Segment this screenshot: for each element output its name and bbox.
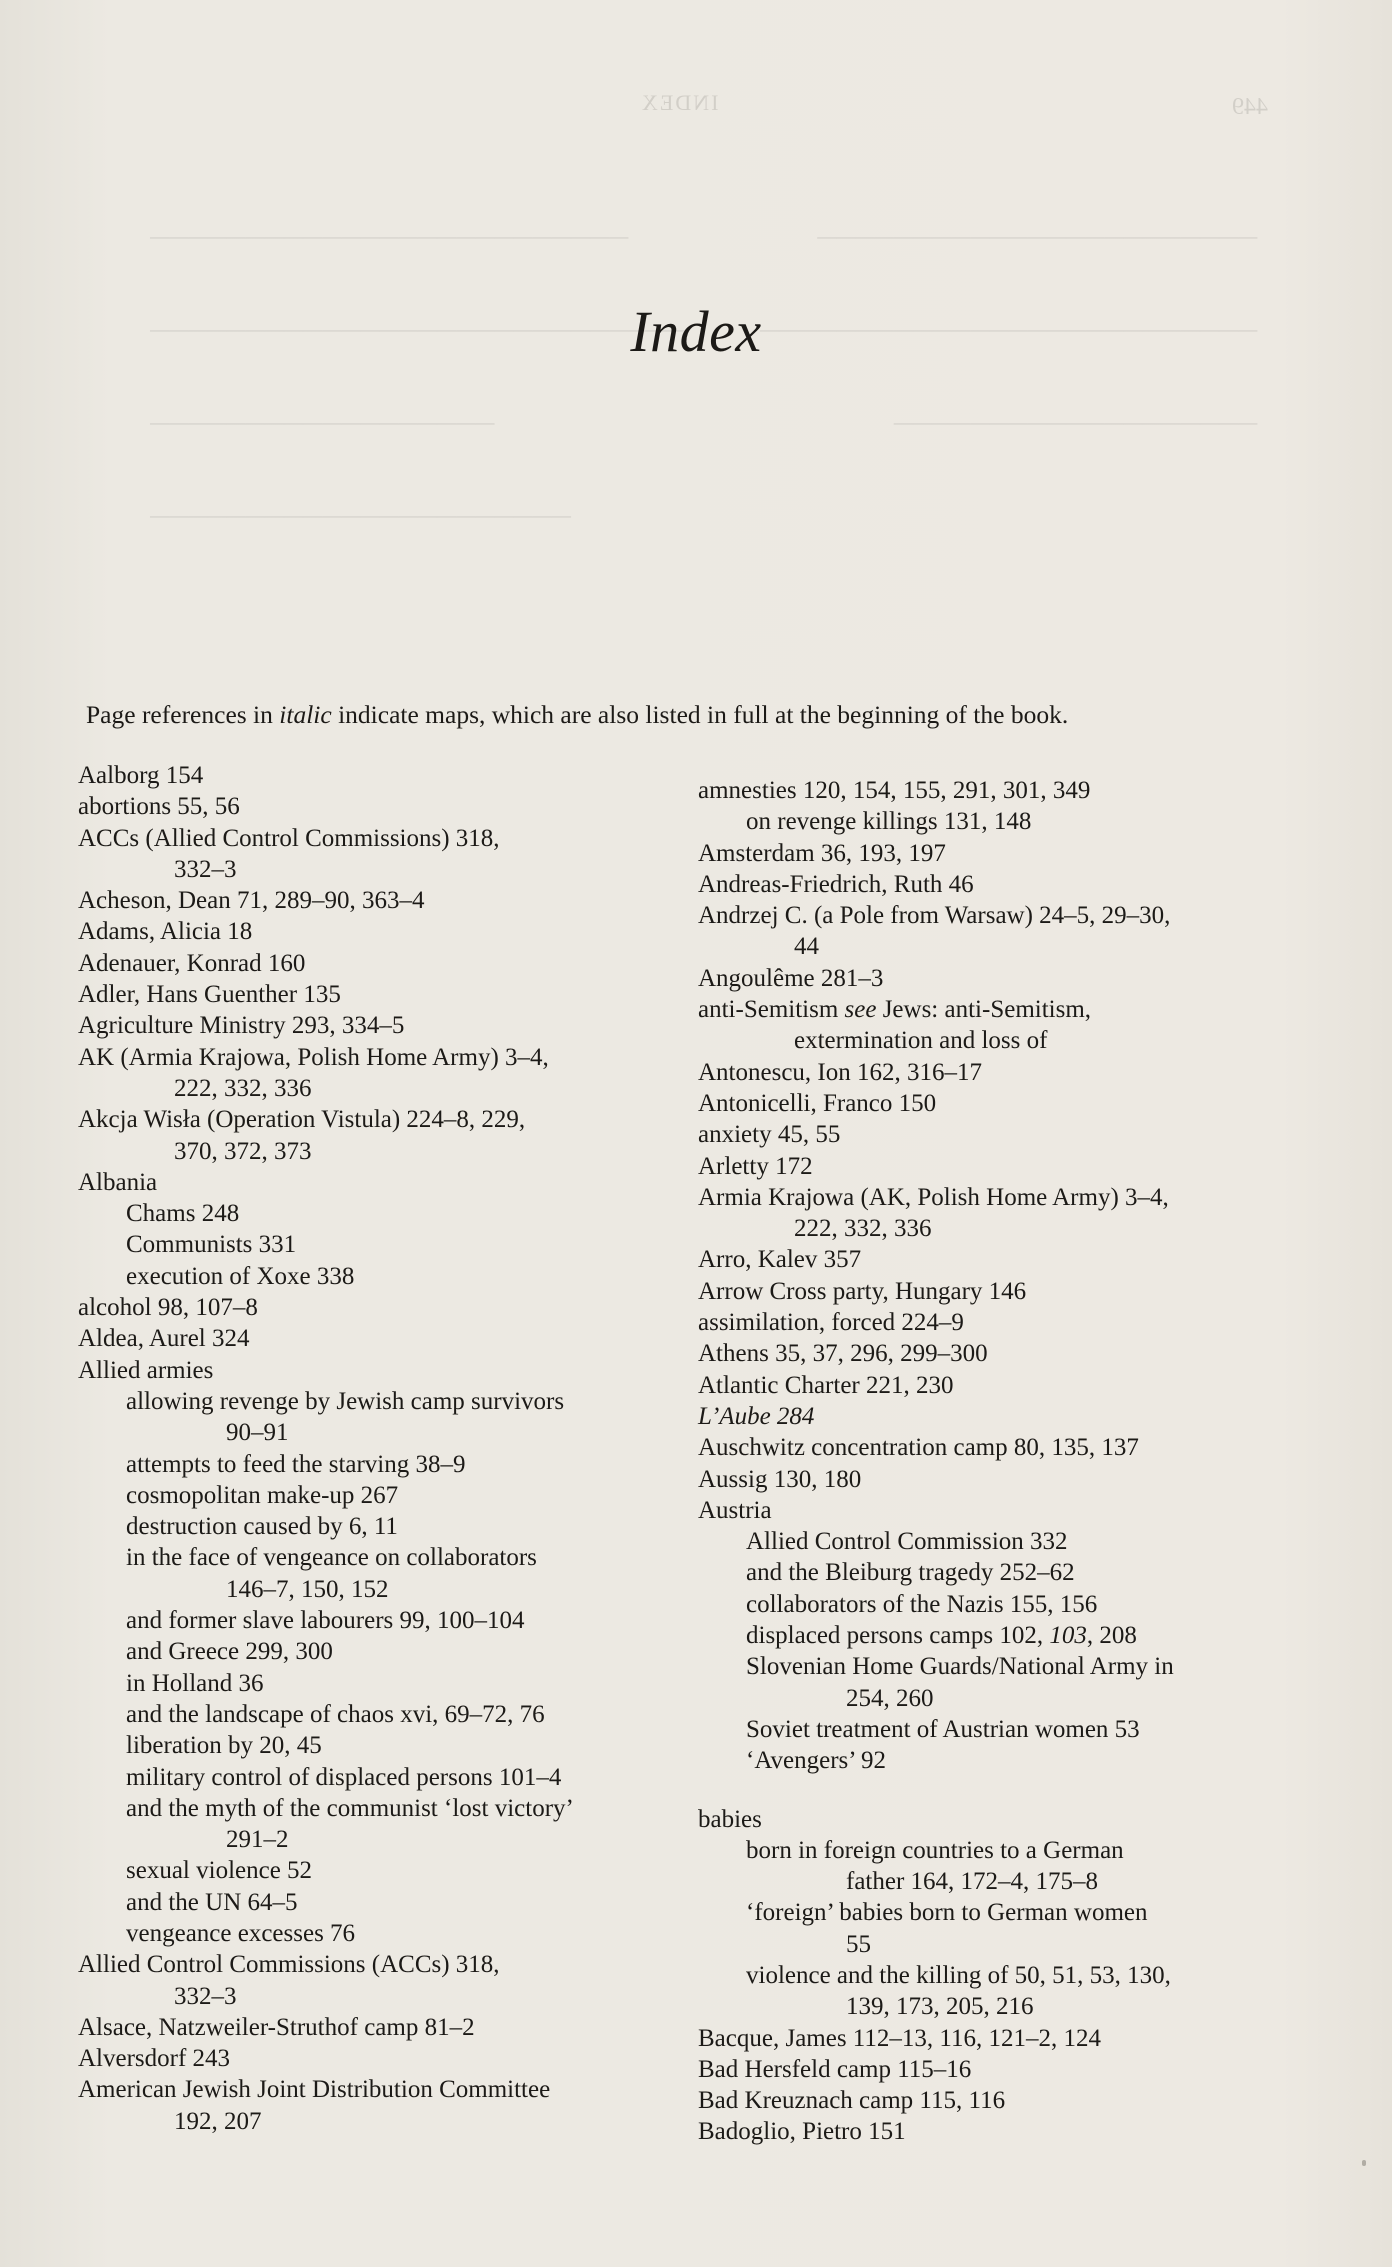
- index-entry: Aalborg 154: [78, 762, 204, 789]
- index-subentry: attempts to feed the starving 38–9: [126, 1450, 466, 1478]
- index-entry: Bad Hersfeld camp 115–16: [698, 2055, 972, 2083]
- index-entry: anti-Semitism see Jews: anti-Semitism,: [698, 996, 1092, 1024]
- index-subentry-continuation: 254, 260: [846, 1684, 934, 1712]
- index-subentry: on revenge killings 131, 148: [746, 808, 1032, 836]
- index-entry: Arrow Cross party, Hungary 146: [698, 1277, 1027, 1305]
- index-subentry: and the landscape of chaos xvi, 69–72, 76: [126, 1700, 545, 1728]
- index-entry: alcohol 98, 107–8: [78, 1294, 258, 1322]
- index-note-text-a: Page references in: [86, 700, 280, 729]
- index-entry: ACCs (Allied Control Commissions) 318,: [78, 824, 500, 852]
- index-subentry: sexual violence 52: [126, 1857, 313, 1885]
- index-entry-continuation: 222, 332, 336: [174, 1074, 312, 1102]
- index-entry: Badoglio, Pietro 151: [698, 2118, 906, 2146]
- index-entry: Aussig 130, 180: [698, 1465, 862, 1493]
- index-column-left: [78, 760, 688, 2137]
- index-subentry: displaced persons camps 102, 103, 208: [746, 1622, 1137, 1650]
- index-subentry: collaborators of the Nazis 155, 156: [746, 1590, 1098, 1618]
- index-entry: Arletty 172: [698, 1152, 813, 1180]
- index-entry: anxiety 45, 55: [698, 1121, 841, 1149]
- index-subentry: and the myth of the communist ‘lost victory’: [126, 1794, 574, 1822]
- index-entry: Akcja Wisła (Operation Vistula) 224–8, 229,: [78, 1106, 526, 1134]
- index-subentry: execution of Xoxe 338: [126, 1262, 355, 1290]
- index-column-right: [698, 775, 1308, 2148]
- see-cross-reference: see: [844, 996, 877, 1024]
- index-subentry: born in foreign countries to a German: [746, 1836, 1124, 1864]
- index-subentry: Chams 248: [126, 1200, 240, 1228]
- index-entry-continuation: 332–3: [174, 855, 237, 883]
- index-subentry: in Holland 36: [126, 1669, 264, 1697]
- index-entry: AK (Armia Krajowa, Polish Home Army) 3–4,: [78, 1043, 549, 1071]
- map-page-reference: 103: [1049, 1622, 1087, 1650]
- index-entry: Adams, Alicia 18: [78, 918, 253, 946]
- index-entry: American Jewish Joint Distribution Committee: [78, 2076, 551, 2104]
- index-subentry: Allied Control Commission 332: [746, 1528, 1068, 1556]
- index-entry: babies: [698, 1805, 762, 1833]
- index-entry: Alversdorf 243: [78, 2045, 231, 2073]
- index-entry: Allied armies: [78, 1356, 214, 1384]
- index-subentry: and the Bleiburg tragedy 252–62: [746, 1559, 1075, 1587]
- index-entry: Armia Krajowa (AK, Polish Home Army) 3–4,: [698, 1183, 1169, 1211]
- index-entry: Angoulême 281–3: [698, 964, 884, 992]
- index-entry-continuation: 332–3: [174, 1982, 237, 2010]
- index-entry: Albania: [78, 1168, 158, 1196]
- index-entry: Andrzej C. (a Pole from Warsaw) 24–5, 29–30,: [698, 902, 1171, 930]
- index-subentry: ‘Avengers’ 92: [746, 1747, 886, 1775]
- index-entry: Agriculture Ministry 293, 334–5: [78, 1012, 405, 1040]
- index-entry: Aldea, Aurel 324: [78, 1325, 250, 1353]
- page-title: Index: [630, 299, 762, 364]
- index-subentry-continuation: 90–91: [226, 1419, 289, 1447]
- index-entry: Allied Control Commissions (ACCs) 318,: [78, 1951, 500, 1979]
- index-note-italic-word: italic: [279, 700, 332, 729]
- index-subentry: allowing revenge by Jewish camp survivors: [126, 1387, 565, 1415]
- index-entry-continuation: 192, 207: [174, 2107, 262, 2135]
- index-subentry: Slovenian Home Guards/National Army in: [746, 1653, 1174, 1681]
- index-subentry-continuation: father 164, 172–4, 175–8: [846, 1868, 1099, 1896]
- index-subentry: in the face of vengeance on collaborators: [126, 1544, 537, 1572]
- index-subentry: Soviet treatment of Austrian women 53: [746, 1715, 1140, 1743]
- index-entry: L’Aube 284: [698, 1402, 815, 1430]
- show-through-left: ───────────────────────── ──────────────────────────── ────────────────── ──────────────────────: [150, 222, 686, 531]
- index-note: [86, 698, 1346, 732]
- index-entry: Adenauer, Konrad 160: [78, 949, 306, 977]
- index-subentry: cosmopolitan make-up 267: [126, 1481, 399, 1509]
- index-entry: Adler, Hans Guenther 135: [78, 981, 341, 1009]
- index-entry: Amsterdam 36, 193, 197: [698, 839, 946, 867]
- index-entry: Andreas-Friedrich, Ruth 46: [698, 870, 974, 898]
- index-entry-continuation: extermination and loss of: [794, 1027, 1048, 1055]
- index-entry: abortions 55, 56: [78, 793, 240, 821]
- index-entry: Bad Kreuznach camp 115, 116: [698, 2087, 1006, 2115]
- show-through-right: ─────────────────────── ────────────────────────── ───────────────────: [760, 222, 1258, 438]
- index-subentry: and Greece 299, 300: [126, 1638, 333, 1666]
- index-entry-continuation: 370, 372, 373: [174, 1137, 312, 1165]
- index-entry: Alsace, Natzweiler-Struthof camp 81–2: [78, 2013, 475, 2041]
- index-entry: Austria: [698, 1496, 772, 1524]
- index-subentry: military control of displaced persons 101–4: [126, 1763, 562, 1791]
- index-entry: Antonescu, Ion 162, 316–17: [698, 1058, 982, 1086]
- index-entry-continuation: 44: [794, 933, 819, 961]
- index-entry-continuation: 222, 332, 336: [794, 1215, 932, 1243]
- index-subentry-continuation: 146–7, 150, 152: [226, 1575, 389, 1603]
- index-entry: Bacque, James 112–13, 116, 121–2, 124: [698, 2024, 1101, 2052]
- index-subentry: destruction caused by 6, 11: [126, 1513, 398, 1541]
- index-entry: Antonicelli, Franco 150: [698, 1089, 937, 1117]
- index-entry: Auschwitz concentration camp 80, 135, 137: [698, 1434, 1139, 1462]
- index-note-text-b: indicate maps, which are also listed in full at the beginning of the book.: [331, 700, 1069, 729]
- index-subentry: vengeance excesses 76: [126, 1919, 356, 1947]
- page-mark: [1362, 2160, 1366, 2166]
- index-entry: assimilation, forced 224–9: [698, 1309, 964, 1337]
- index-subentry: violence and the killing of 50, 51, 53, 130,: [746, 1961, 1171, 1989]
- index-subentry: and former slave labourers 99, 100–104: [126, 1607, 525, 1635]
- index-entry: amnesties 120, 154, 155, 291, 301, 349: [698, 777, 1091, 804]
- index-subentry: liberation by 20, 45: [126, 1732, 322, 1760]
- index-subentry-continuation: 55: [846, 1930, 871, 1958]
- index-entry: Acheson, Dean 71, 289–90, 363–4: [78, 887, 425, 915]
- index-entry: Athens 35, 37, 296, 299–300: [698, 1340, 988, 1368]
- index-entry: Arro, Kalev 357: [698, 1246, 862, 1274]
- running-head: INDEX: [640, 90, 719, 115]
- page-number: 449: [1232, 94, 1268, 120]
- index-subentry: ‘foreign’ babies born to German women: [746, 1899, 1148, 1927]
- index-subentry-continuation: 291–2: [226, 1826, 289, 1854]
- index-subentry-continuation: 139, 173, 205, 216: [846, 1993, 1034, 2021]
- index-entry: Atlantic Charter 221, 230: [698, 1371, 954, 1399]
- index-subentry: and the UN 64–5: [126, 1888, 298, 1916]
- index-subentry: Communists 331: [126, 1231, 297, 1259]
